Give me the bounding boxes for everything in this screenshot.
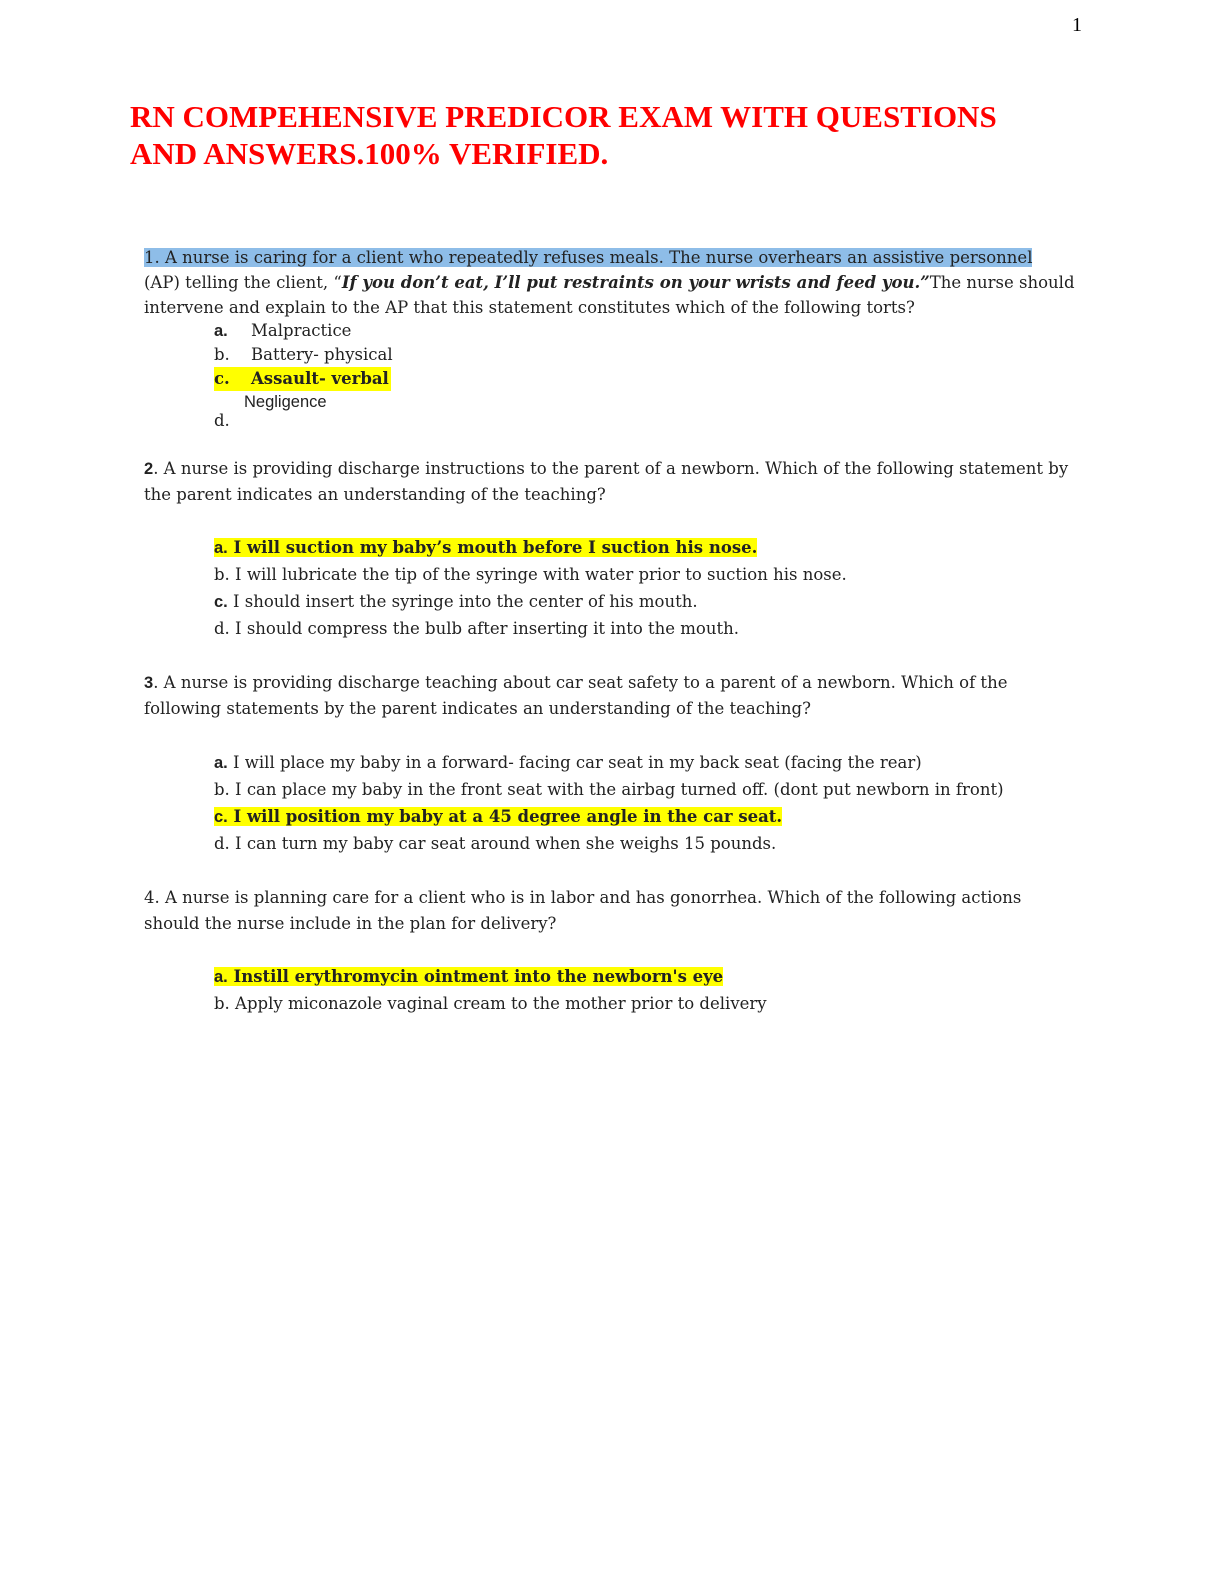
q1-option-b <box>214 343 393 367</box>
question-2-line-1-text: . A nurse is providing discharge instructions to the parent of a newborn. Which of the following statement by <box>153 459 1069 478</box>
question-1 <box>144 245 1084 320</box>
q2-option-d <box>214 615 739 642</box>
q2-option-d-letter: d. <box>214 619 230 638</box>
q1-option-d-letter: d. <box>214 411 230 430</box>
q1-option-c-correct <box>214 367 391 391</box>
q2-option-b-text: I will lubricate the tip of the syringe with water prior to suction his nose. <box>229 565 847 584</box>
q1-option-c-letter: c. <box>214 369 230 388</box>
question-2 <box>144 455 1084 507</box>
q1-option-c-text: Assault- verbal <box>251 369 389 388</box>
q2-option-a-highlight <box>214 538 757 557</box>
q3-option-b <box>214 776 1004 803</box>
q2-option-c <box>214 588 698 616</box>
q3-option-b-letter: b. <box>214 780 230 799</box>
q3-option-c-correct <box>214 803 782 831</box>
q1-option-b-letter: b. <box>214 345 230 364</box>
question-1-line-3: intervene and explain to the AP that this statement constitutes which of the following torts? <box>144 298 915 317</box>
question-1-line-2 <box>144 270 1084 295</box>
question-4 <box>144 884 1084 936</box>
q3-option-a <box>214 749 922 777</box>
q4-option-a-correct <box>214 963 723 991</box>
question-2-line-1 <box>144 455 1084 482</box>
q1-option-d-text: Negligence <box>244 393 327 411</box>
q2-option-d-text: I should compress the bulb after inserting it into the mouth. <box>229 619 739 638</box>
q3-option-b-text: I can place my baby in the front seat with the airbag turned off. (dont put newborn in front) <box>229 780 1004 799</box>
q2-option-a-text: I will suction my baby’s mouth before I suction his nose. <box>227 538 758 557</box>
q4-option-a-text: Instill erythromycin ointment into the newborn's eye <box>227 967 724 986</box>
q3-option-c-letter: c. <box>214 808 228 826</box>
q3-option-a-text: I will place my baby in a forward- facing car seat in my back seat (facing the rear) <box>227 753 922 772</box>
q1-option-b-text: Battery- physical <box>251 345 393 364</box>
q2-option-b-letter: b. <box>214 565 230 584</box>
q4-option-a-highlight <box>214 967 723 986</box>
question-1-highlight: 1. A nurse is caring for a client who repeatedly refuses meals. The nurse overhears an assistive personnel <box>144 248 1033 267</box>
question-1-quote: If you don’t eat, I’ll put restraints on your wrists and feed you.” <box>341 273 930 292</box>
question-3-number: 3 <box>144 674 154 692</box>
q2-option-a-letter: a. <box>214 539 228 557</box>
q4-option-a-letter: a. <box>214 968 228 986</box>
q4-option-b <box>214 990 767 1017</box>
q4-option-b-text: Apply miconazole vaginal cream to the mother prior to delivery <box>229 994 767 1013</box>
q3-option-a-letter: a. <box>214 754 228 772</box>
q2-option-a-correct <box>214 534 757 562</box>
question-3-line-1-text: . A nurse is providing discharge teaching about car seat safety to a parent of a newborn. Which of the <box>153 673 1008 692</box>
question-4-line-2: should the nurse include in the plan for delivery? <box>144 914 557 933</box>
q4-option-b-letter: b. <box>214 994 230 1013</box>
question-2-number: 2 <box>144 460 154 478</box>
q2-option-c-text: I should insert the syringe into the center of his mouth. <box>227 592 698 611</box>
question-3 <box>144 669 1084 721</box>
question-2-line-2: the parent indicates an understanding of the teaching? <box>144 485 606 504</box>
q3-option-c-highlight <box>214 807 782 826</box>
question-1-line-1 <box>144 245 1084 270</box>
q3-option-c-text: I will position my baby at a 45 degree angle in the car seat. <box>227 807 783 826</box>
question-3-line-2: following statements by the parent indicates an understanding of the teaching? <box>144 699 811 718</box>
question-3-line-1 <box>144 669 1084 696</box>
document-title <box>130 98 1090 172</box>
q1-option-a <box>214 319 351 343</box>
q1-option-a-letter: a. <box>214 322 228 340</box>
q3-option-d-text: I can turn my baby car seat around when she weighs 15 pounds. <box>229 834 777 853</box>
page-number: 1 <box>1072 14 1082 36</box>
q1-option-a-text: Malpractice <box>251 321 352 340</box>
title-line-2: AND ANSWERS.100% VERIFIED. <box>130 136 609 171</box>
q3-option-d-letter: d. <box>214 834 230 853</box>
q3-option-d <box>214 830 776 857</box>
question-1-line-2-pre: (AP) telling the client, “ <box>144 273 342 292</box>
title-line-1: RN COMPEHENSIVE PREDICOR EXAM WITH QUESTIONS <box>130 99 997 134</box>
q2-option-c-letter: c. <box>214 593 228 611</box>
question-4-line-1: 4. A nurse is planning care for a client who is in labor and has gonorrhea. Which of the following actions <box>144 888 1022 907</box>
q2-option-b <box>214 561 847 588</box>
question-1-line-2-post: The nurse should <box>929 273 1075 292</box>
